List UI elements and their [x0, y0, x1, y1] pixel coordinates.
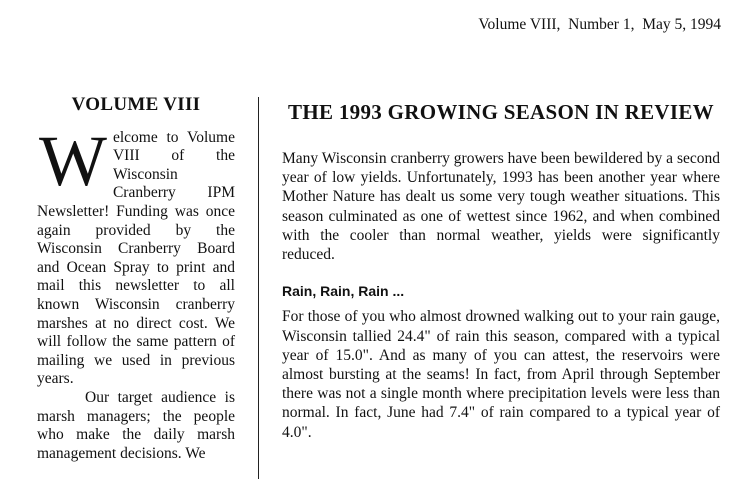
volume-heading: VOLUME VIII	[71, 94, 201, 115]
welcome-column	[37, 96, 235, 463]
column-divider	[258, 97, 259, 479]
article-intro: Many Wisconsin cranberry growers have been bewildered by a second year of low yields. Unfortunately, 1993 has been another year where Mother Nature has dealt us some very tough weather situations. This season culminated as one of wettest since 1962, and when combined with the cooler than normal weather, yields were significantly reduced.	[282, 150, 720, 264]
issue-line: Volume VIII, Number 1, May 5, 1994	[478, 16, 721, 33]
drop-cap: W	[39, 120, 107, 201]
section-body: For those of you who almost drowned walking out to your rain gauge, Wisconsin tallied 24.4" of rain this season, compared with a typical year of 15.0". And as many of you can attest, the reservoirs were almost bursting at the seams! In fact, from April through September there was not a single month where precipitation levels were less than normal. In fact, June had 7.4" of rain compared to a typical year of 4.0".	[282, 308, 720, 441]
audience-paragraph: Our target audience is marsh managers; the people who make the daily marsh management decisions. We	[37, 388, 235, 462]
section-heading: Rain, Rain, Rain ...	[282, 283, 405, 300]
article-column	[282, 96, 720, 460]
welcome-paragraph	[37, 120, 235, 389]
welcome-text: elcome to Volume VIII of the Wisconsin Cranberry IPM Newsletter! Funding was once again provided by the Wisconsin Cranberry Board and Ocean Spray to print and mail this newsletter to all known Wisconsin cranberry marshes at no direct cost. We will follow the same pattern of mailing we used in previous years.	[37, 128, 235, 388]
article-title: THE 1993 GROWING SEASON IN REVIEW	[288, 100, 714, 124]
